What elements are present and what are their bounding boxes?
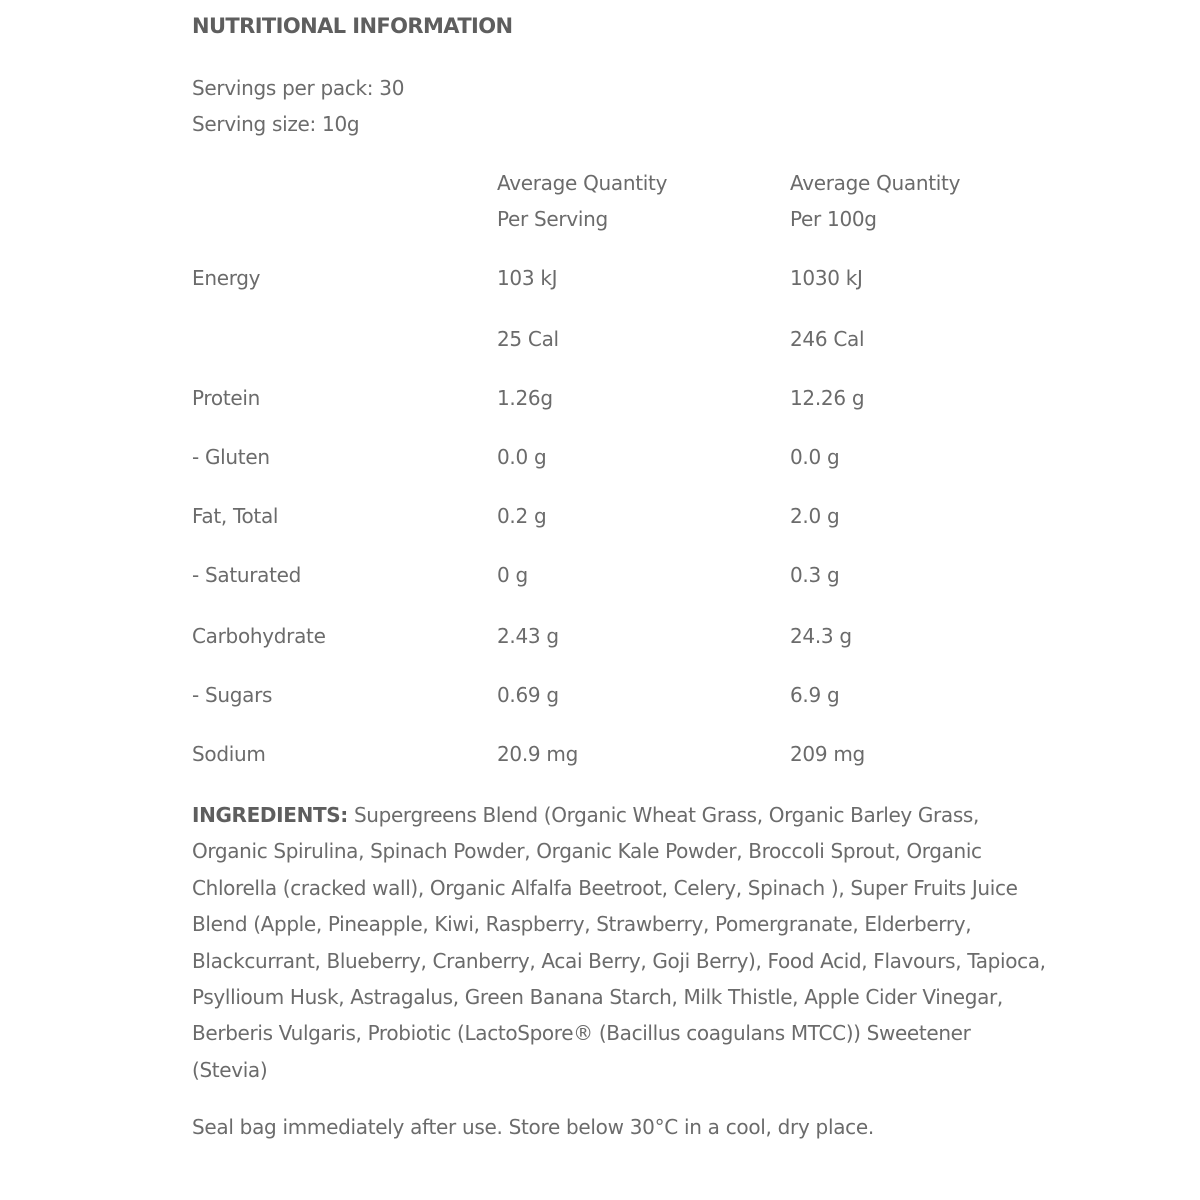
table-row [192,445,1052,475]
per-serving-value: 0.0 g [497,445,547,469]
per-100g-value: 0.3 g [790,563,840,587]
table-row [192,266,1052,296]
table-row [192,504,1052,534]
per-100g-value: 2.0 g [790,504,840,528]
per-serving-value: 0 g [497,563,528,587]
per-serving-value: 20.9 mg [497,742,578,766]
nutrient-name: - Gluten [192,445,270,469]
nutrient-name: Carbohydrate [192,624,326,648]
nutrient-name: - Sugars [192,683,273,707]
per-100g-value: 246 Cal [790,327,865,351]
page-title: NUTRITIONAL INFORMATION [192,14,513,38]
per-100g-value: 1030 kJ [790,266,863,290]
header-per-100g-line1: Average Quantity [790,171,961,195]
per-serving-value: 0.69 g [497,683,559,707]
table-row [192,386,1052,416]
nutrient-name: - Saturated [192,563,302,587]
per-serving-value: 1.26g [497,386,553,410]
nutrient-name: Fat, Total [192,504,279,528]
servings-per-pack: Servings per pack: 30 [192,76,405,100]
per-100g-value: 24.3 g [790,624,852,648]
table-row [192,624,1052,654]
table-row [192,327,1052,357]
storage-instructions: Seal bag immediately after use. Store below 30°C in a cool, dry place. [192,1115,874,1139]
serving-size: Serving size: 10g [192,112,360,136]
per-serving-value: 103 kJ [497,266,558,290]
table-row [192,742,1052,772]
nutrient-name: Sodium [192,742,266,766]
per-100g-value: 6.9 g [790,683,840,707]
per-serving-value: 25 Cal [497,327,559,351]
per-serving-value: 2.43 g [497,624,559,648]
table-row [192,563,1052,593]
header-per-serving-line2: Per Serving [497,207,608,231]
ingredients-text: Supergreens Blend (Organic Wheat Grass, Organic Barley Grass, Organic Spirulina, Spinach Powder, Organic Kale Powder, Broccoli Sprout, Organic Chlorella (cracked wall), Organic Alfalfa Beetroot, Celery, Spinach ), Super Fruits Juice Blend (Apple, Pineapple, Kiwi, Raspberry, Strawberry, Pomergranate, Elderberry, Blackcurrant, Blueberry, Cranberry, Acai Berry, Goji Berry), Food Acid, Flavours, Tapioca, Psyllioum Husk, Astragalus, Green Banana Starch, Milk Thistle, Apple Cider Vinegar, Berberis Vulgaris, Probiotic (LactoSpore® (Bacillus coagulans MTCC)) Sweetener (Stevia) [192,803,1046,1082]
table-header-line1 [192,171,1052,201]
per-serving-value: 0.2 g [497,504,547,528]
table-header-line2 [192,207,1052,237]
nutrient-name: Protein [192,386,261,410]
header-per-serving-line1: Average Quantity [497,171,668,195]
ingredients-label: INGREDIENTS: [192,803,348,827]
ingredients-paragraph [192,797,1048,1088]
per-100g-value: 12.26 g [790,386,865,410]
per-100g-value: 209 mg [790,742,865,766]
table-row [192,683,1052,713]
nutrient-name: Energy [192,266,261,290]
header-per-100g-line2: Per 100g [790,207,877,231]
per-100g-value: 0.0 g [790,445,840,469]
